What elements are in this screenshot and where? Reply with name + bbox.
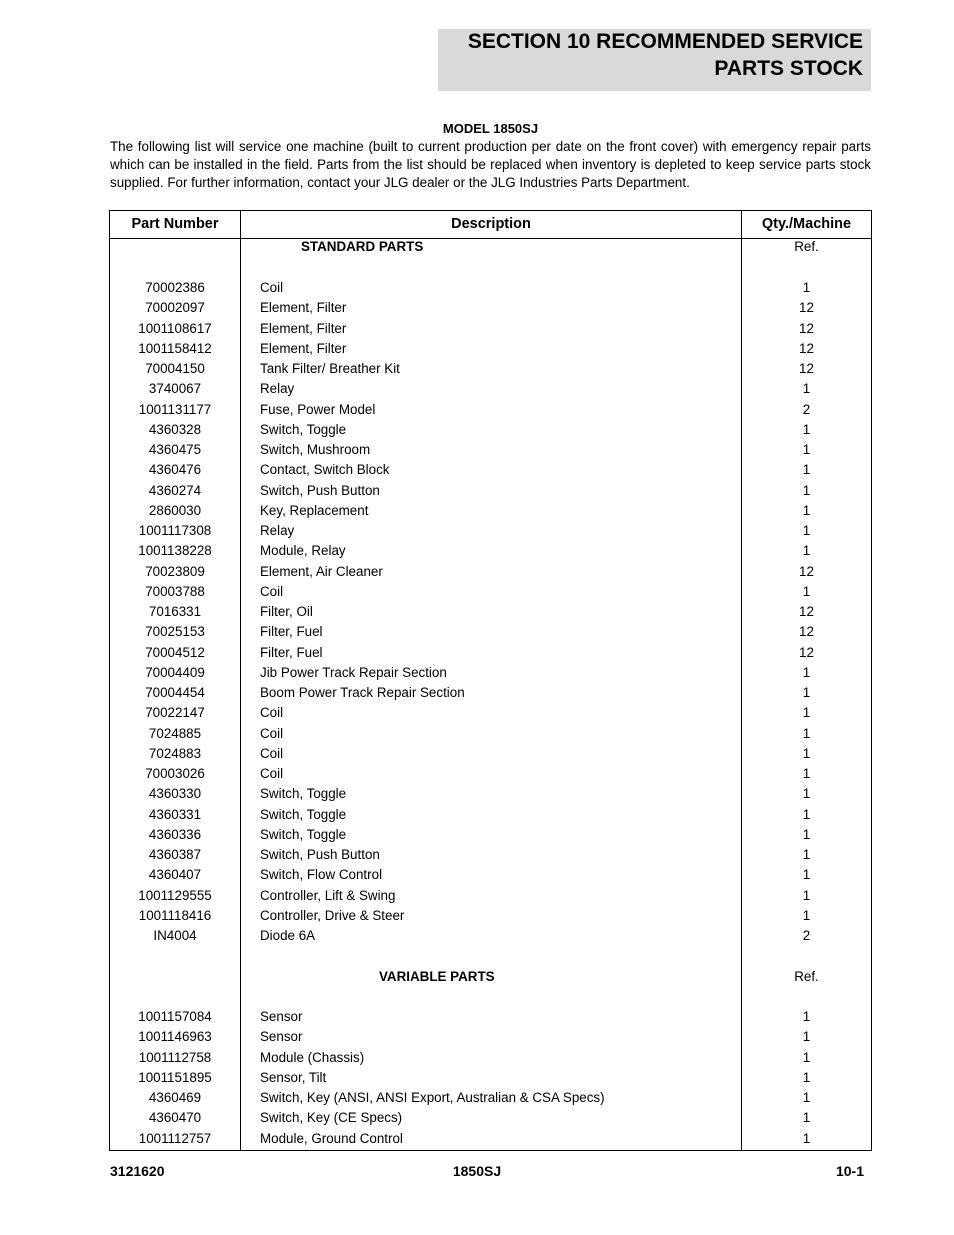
- part-number-cell: 70002386: [145, 280, 205, 295]
- part-number-cell: 7024883: [148, 745, 202, 761]
- table-row: [110, 400, 871, 420]
- description-cell: Switch, Flow Control: [260, 867, 383, 883]
- table-row: [110, 298, 871, 318]
- description-cell: Boom Power Track Repair Section: [260, 685, 465, 700]
- description-cell: Contact, Switch Block: [260, 462, 390, 478]
- quantity-cell: 1: [802, 1009, 811, 1024]
- part-number-cell: 4360387: [148, 847, 202, 862]
- description-cell: Coil: [260, 766, 284, 781]
- part-number-cell: 4360328: [148, 421, 202, 437]
- quantity-cell: 1: [802, 482, 811, 498]
- description-cell: Element, Filter: [260, 300, 347, 316]
- quantity-cell: 1: [802, 725, 811, 741]
- section-heading: STANDARD PARTS: [301, 239, 424, 254]
- part-number-cell: 1001108617: [138, 320, 212, 336]
- table-row: [110, 865, 871, 885]
- part-number-cell: 4360476: [148, 462, 202, 478]
- part-number-cell: 4360475: [148, 442, 202, 457]
- quantity-cell: 1: [802, 786, 811, 802]
- quantity-cell: 12: [799, 361, 814, 376]
- part-number-cell: 70004512: [145, 644, 205, 660]
- quantity-cell: 1: [802, 664, 811, 680]
- part-number-cell: 4360331: [148, 806, 202, 822]
- part-number-cell: 1001151895: [138, 1069, 212, 1085]
- description-cell: Switch, Mushroom: [260, 442, 371, 457]
- quantity-cell: 1: [802, 867, 811, 883]
- table-row: [110, 1048, 871, 1068]
- part-number-cell: 1001118416: [138, 907, 212, 923]
- quantity-cell: 1: [802, 847, 811, 862]
- table-row: [110, 703, 871, 723]
- table-row: [110, 663, 871, 683]
- description-cell: Relay: [260, 381, 295, 397]
- section-qty-ref: Ref.: [794, 239, 819, 254]
- quantity-cell: 1: [802, 1049, 811, 1065]
- quantity-cell: 2: [802, 928, 811, 943]
- table-row: [110, 1007, 871, 1027]
- description-cell: Coil: [260, 583, 284, 599]
- part-number-cell: 1001158412: [138, 340, 212, 356]
- table-row: [110, 602, 871, 622]
- quantity-cell: 12: [799, 604, 814, 619]
- section-heading-row: [110, 967, 871, 987]
- part-number-cell: 7016331: [148, 604, 202, 619]
- quantity-cell: 1: [802, 421, 811, 437]
- table-row: [110, 764, 871, 784]
- table-row: [110, 906, 871, 926]
- part-number-cell: 1001129555: [138, 887, 212, 903]
- quantity-cell: 1: [802, 1069, 811, 1085]
- table-row: [110, 582, 871, 602]
- description-cell: Module, Relay: [260, 543, 346, 559]
- quantity-cell: 1: [802, 1130, 811, 1146]
- table-row: [110, 481, 871, 501]
- section-title-line2: PARTS STOCK: [714, 57, 863, 80]
- part-number-cell: 7024885: [148, 725, 202, 741]
- quantity-cell: 1: [802, 543, 811, 559]
- quantity-cell: 1: [802, 1090, 811, 1105]
- description-cell: Controller, Lift & Swing: [260, 887, 396, 903]
- part-number-cell: 4360274: [148, 482, 202, 498]
- quantity-cell: 1: [802, 280, 811, 295]
- quantity-cell: 12: [799, 624, 814, 640]
- description-cell: Coil: [260, 705, 284, 721]
- description-cell: Relay: [260, 523, 295, 538]
- quantity-cell: 12: [799, 340, 814, 356]
- table-row: [110, 278, 871, 298]
- description-cell: Switch, Toggle: [260, 826, 347, 842]
- description-cell: Switch, Toggle: [260, 421, 347, 437]
- table-row: [110, 359, 871, 379]
- description-cell: Element, Air Cleaner: [260, 563, 383, 579]
- quantity-cell: 1: [802, 583, 811, 599]
- part-number-cell: 70004454: [145, 685, 205, 700]
- part-number-cell: 1001138228: [138, 543, 212, 559]
- quantity-cell: 1: [802, 705, 811, 721]
- header-qty-machine: Qty./Machine: [761, 216, 852, 232]
- part-number-cell: 1001131177: [138, 401, 212, 417]
- table-row: [110, 744, 871, 764]
- part-number-cell: 70023809: [145, 563, 205, 579]
- part-number-cell: 70003026: [145, 766, 205, 781]
- part-number-cell: 70004409: [145, 664, 205, 680]
- table-row: [110, 339, 871, 359]
- part-number-cell: 1001112758: [138, 1049, 212, 1065]
- description-cell: Key, Replacement: [260, 502, 369, 518]
- table-row: [110, 643, 871, 663]
- description-cell: Switch, Push Button: [260, 482, 380, 498]
- table-row: [110, 724, 871, 744]
- part-number-cell: 4360336: [148, 826, 202, 842]
- quantity-cell: 1: [802, 523, 811, 538]
- quantity-cell: 1: [802, 766, 811, 781]
- model-title: MODEL 1850SJ: [442, 121, 539, 136]
- footer-page-number: 10-1: [835, 1163, 864, 1179]
- quantity-cell: 1: [802, 1110, 811, 1126]
- table-row: [110, 683, 871, 703]
- table-row: [110, 319, 871, 339]
- description-cell: Element, Filter: [260, 340, 347, 356]
- description-cell: Element, Filter: [260, 320, 347, 336]
- description-cell: Module, Ground Control: [260, 1130, 403, 1146]
- header-description: Description: [451, 216, 531, 232]
- quantity-cell: 12: [799, 320, 814, 336]
- table-row: [110, 440, 871, 460]
- table-row: [110, 622, 871, 642]
- quantity-cell: 1: [802, 745, 811, 761]
- part-number-cell: 70004150: [145, 361, 205, 376]
- table-row: [110, 926, 871, 946]
- quantity-cell: 2: [802, 401, 811, 417]
- quantity-cell: 12: [799, 644, 814, 660]
- description-cell: Coil: [260, 725, 284, 741]
- description-cell: Coil: [260, 280, 284, 295]
- description-cell: Sensor, Tilt: [260, 1069, 327, 1085]
- description-cell: Filter, Fuel: [260, 644, 323, 660]
- table-row: [110, 805, 871, 825]
- part-number-cell: 1001157084: [138, 1009, 212, 1024]
- section-header-band: [438, 29, 871, 91]
- table-row: [110, 845, 871, 865]
- quantity-cell: 12: [799, 300, 814, 316]
- quantity-cell: 1: [802, 462, 811, 478]
- description-cell: Switch, Toggle: [260, 806, 347, 822]
- part-number-cell: IN4004: [153, 928, 197, 943]
- table-row: [110, 1129, 871, 1149]
- quantity-cell: 1: [802, 685, 811, 700]
- part-number-cell: 2860030: [148, 502, 202, 518]
- description-cell: Filter, Oil: [260, 604, 313, 619]
- section-title-line1: SECTION 10 RECOMMENDED SERVICE: [467, 30, 863, 53]
- quantity-cell: 1: [802, 1029, 811, 1045]
- description-cell: Sensor: [260, 1009, 303, 1024]
- description-cell: Tank Filter/ Breather Kit: [260, 361, 400, 376]
- description-cell: Sensor: [260, 1029, 303, 1045]
- footer-model: 1850SJ: [452, 1163, 502, 1179]
- quantity-cell: 1: [802, 887, 811, 903]
- description-cell: Controller, Drive & Steer: [260, 907, 405, 923]
- description-cell: Switch, Push Button: [260, 847, 380, 862]
- quantity-cell: 1: [802, 502, 811, 518]
- table-row: [110, 784, 871, 804]
- parts-table: [109, 210, 872, 1151]
- description-cell: Switch, Toggle: [260, 786, 347, 802]
- part-number-cell: 70022147: [145, 705, 205, 721]
- quantity-cell: 12: [799, 563, 814, 579]
- section-heading: VARIABLE PARTS: [379, 968, 495, 984]
- part-number-cell: 4360407: [148, 867, 202, 883]
- table-row: [110, 420, 871, 440]
- part-number-cell: 4360469: [148, 1090, 202, 1105]
- header-part-number: Part Number: [131, 216, 219, 232]
- part-number-cell: 4360470: [148, 1110, 202, 1126]
- footer-doc-number: 3121620: [110, 1163, 165, 1179]
- intro-paragraph: The following list will service one machine (built to current production per date on the front cover) with emergency repair parts which can be installed in the field. Parts from the list should be replaced when inventory is depleted to keep service parts stock supplied. For further information, contact your JLG dealer or the JLG Industries Parts Department.: [110, 139, 871, 190]
- part-number-cell: 70002097: [145, 300, 205, 316]
- part-number-cell: 3740067: [148, 381, 202, 397]
- part-number-cell: 70003788: [145, 583, 205, 599]
- part-number-cell: 1001112757: [138, 1130, 212, 1146]
- table-row: [110, 886, 871, 906]
- quantity-cell: 1: [802, 442, 811, 457]
- description-cell: Filter, Fuel: [260, 624, 323, 640]
- part-number-cell: 70025153: [145, 624, 205, 640]
- quantity-cell: 1: [802, 806, 811, 822]
- table-row: [110, 541, 871, 561]
- quantity-cell: 1: [802, 381, 811, 397]
- table-row: [110, 562, 871, 582]
- quantity-cell: 1: [802, 826, 811, 842]
- table-row: [110, 460, 871, 480]
- table-row: [110, 1108, 871, 1128]
- part-number-cell: 1001117308: [138, 523, 212, 538]
- description-cell: Module (Chassis): [260, 1049, 365, 1065]
- section-qty-ref: Ref.: [794, 968, 819, 984]
- part-number-cell: 4360330: [148, 786, 202, 802]
- section-heading-row: [110, 237, 871, 257]
- table-row: [110, 1027, 871, 1047]
- table-row: [110, 501, 871, 521]
- table-row: [110, 825, 871, 845]
- description-cell: Switch, Key (ANSI, ANSI Export, Australian & CSA Specs): [260, 1090, 605, 1105]
- table-row: [110, 521, 871, 541]
- description-cell: Coil: [260, 745, 284, 761]
- part-number-cell: 1001146963: [138, 1029, 212, 1045]
- description-cell: Fuse, Power Model: [260, 401, 376, 417]
- quantity-cell: 1: [802, 907, 811, 923]
- description-cell: Jib Power Track Repair Section: [260, 664, 447, 680]
- table-row: [110, 1088, 871, 1108]
- description-cell: Diode 6A: [260, 928, 316, 943]
- table-row: [110, 1068, 871, 1088]
- table-row: [110, 379, 871, 399]
- description-cell: Switch, Key (CE Specs): [260, 1110, 403, 1126]
